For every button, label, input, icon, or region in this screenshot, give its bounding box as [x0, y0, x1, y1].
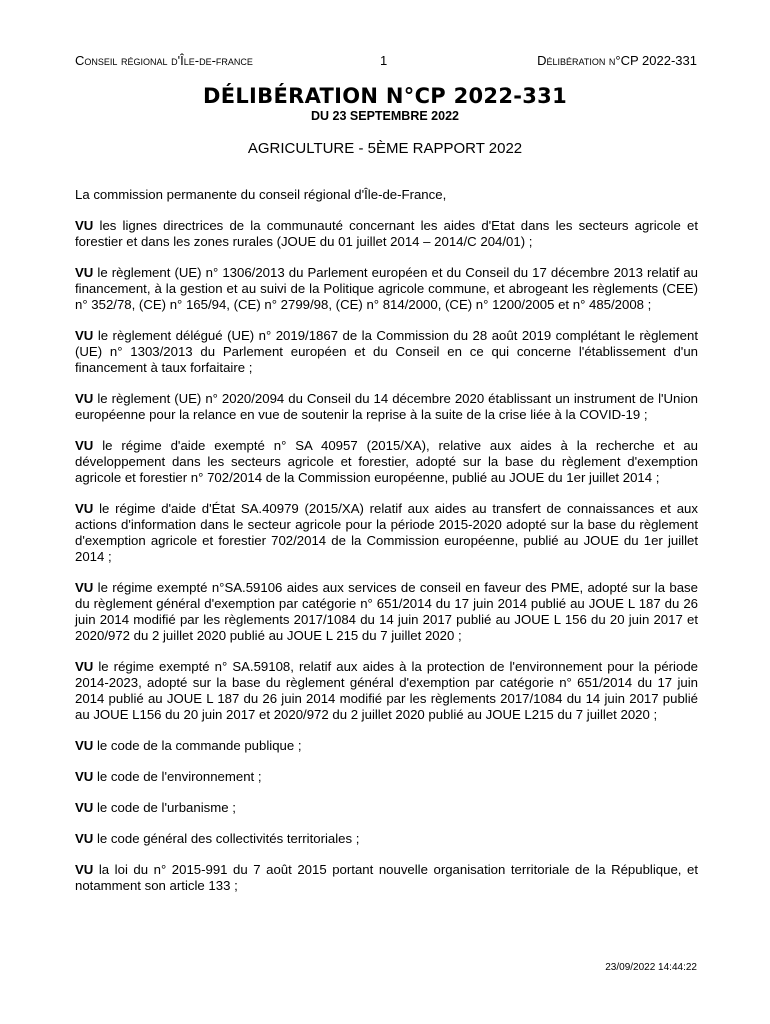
vu-label: VU: [75, 501, 94, 516]
vu-text: les lignes directrices de la communauté concernant les aides d'Etat dans les secteurs agricole et forestier et dans les zones rurales (JOUE du 01 juillet 2014 – 2014/C 204/01) ;: [75, 218, 698, 249]
vu-paragraph: [75, 438, 698, 486]
vu-paragraph: [75, 659, 698, 723]
vu-text: le régime exempté n°SA.59106 aides aux services de conseil en faveur des PME, adopté sur la base du règlement général d'exemption par catégorie n° 651/2014 du 17 juin 2014 publié au JOUE L 187 du 26 juin 2014 modifié par les règlements 2017/1084 du 14 juin 2017 publié au JOUE L 156 du 20 juin 2017 et 2020/972 du 2 juillet 2020 publié au JOUE L 215 du 7 juillet 2020 ;: [75, 580, 698, 643]
vu-label: VU: [75, 862, 94, 877]
vu-label: VU: [75, 659, 94, 674]
vu-paragraph: [75, 831, 698, 847]
document-body: [75, 187, 698, 909]
vu-text: le régime d'aide exempté n° SA 40957 (2015/XA), relative aux aides à la recherche et au développement dans les secteurs agricole et forestier, adopté sur la base du règlement d'exemption agricole et forestier n° 702/2014 de la Commission européenne, publié au JOUE du 1er juillet 2014 ;: [75, 438, 698, 485]
vu-text: le code de la commande publique ;: [97, 738, 302, 753]
vu-label: VU: [75, 265, 94, 280]
vu-paragraph: [75, 580, 698, 644]
vu-paragraph: [75, 501, 698, 565]
vu-label: VU: [75, 438, 94, 453]
vu-text: le règlement (UE) n° 2020/2094 du Conseil du 14 décembre 2020 établissant un instrument de l'Union européenne pour la relance en vue de soutenir la reprise à la suite de la crise liée à la COVID-19 ;: [75, 391, 698, 422]
page-subtitle: DU 23 SEPTEMBRE 2022: [311, 109, 459, 123]
vu-text: la loi du n° 2015-991 du 7 août 2015 portant nouvelle organisation territoriale de la République, et notamment son article 133 ;: [75, 862, 698, 893]
vu-label: VU: [75, 738, 94, 753]
vu-paragraph: [75, 862, 698, 894]
vu-text: le code général des collectivités territoriales ;: [97, 831, 360, 846]
vu-label: VU: [75, 218, 94, 233]
vu-paragraph: [75, 738, 698, 754]
header-right: Délibération n°CP 2022-331: [537, 53, 697, 68]
vu-text: le code de l'urbanisme ;: [97, 800, 236, 815]
vu-paragraph: [75, 328, 698, 376]
vu-text: le régime exempté n° SA.59108, relatif aux aides à la protection de l'environnement pour la période 2014-2023, adopté sur la base du règlement général d'exemption par catégorie n° 651/2014 du 17 juin 2014 publié au JOUE L 187 du 26 juin 2014 modifié par les règlements 2017/1084 du 14 juin 2017 publié au JOUE L156 du 20 juin 2017 et 2020/972 du 2 juillet 2020 publié au JOUE L215 du 7 juillet 2020 ;: [75, 659, 698, 722]
header-left: Conseil régional d'Île-de-france: [75, 53, 253, 68]
vu-text: le code de l'environnement ;: [97, 769, 262, 784]
page-number: 1: [380, 53, 388, 68]
vu-paragraph: [75, 769, 698, 785]
vu-label: VU: [75, 831, 94, 846]
intro-paragraph: La commission permanente du conseil régional d'Île-de-France,: [75, 187, 447, 202]
vu-label: VU: [75, 580, 94, 595]
vu-label: VU: [75, 800, 94, 815]
section-title: AGRICULTURE - 5ÈME RAPPORT 2022: [247, 140, 523, 157]
page-title: DÉLIBÉRATION N°CP 2022-331: [203, 84, 567, 108]
vu-paragraph: [75, 391, 698, 423]
vu-text: le régime d'aide d'État SA.40979 (2015/XA) relatif aux aides au transfert de connaissances et aux actions d'information dans le secteur agricole pour la période 2015-2020 adopté sur la base du règlement d'exemption agricole et forestier 702/2014 de la Commission européenne, publié au JOUE du 1er juillet 2014 ;: [75, 501, 698, 564]
vu-label: VU: [75, 391, 94, 406]
vu-label: VU: [75, 328, 94, 343]
vu-text: le règlement délégué (UE) n° 2019/1867 de la Commission du 28 août 2019 complétant le règlement (UE) n° 1303/2013 du Parlement européen et du Conseil en ce qui concerne l'établissement d'un financement à taux forfaitaire ;: [75, 328, 698, 375]
footer-timestamp: 23/09/2022 14:44:22: [605, 962, 697, 973]
vu-text: le règlement (UE) n° 1306/2013 du Parlement européen et du Conseil du 17 décembre 2013 relatif au financement, à la gestion et au suivi de la Politique agricole commune, et abrogeant les règlements (CEE) n° 352/78, (CE) n° 165/94, (CE) n° 2799/98, (CE) n° 814/2000, (CE) n° 1200/2005 et n° 485/2008 ;: [75, 265, 698, 312]
vu-paragraph: [75, 218, 698, 250]
vu-label: VU: [75, 769, 94, 784]
vu-paragraph: [75, 265, 698, 313]
vu-paragraph: [75, 800, 698, 816]
